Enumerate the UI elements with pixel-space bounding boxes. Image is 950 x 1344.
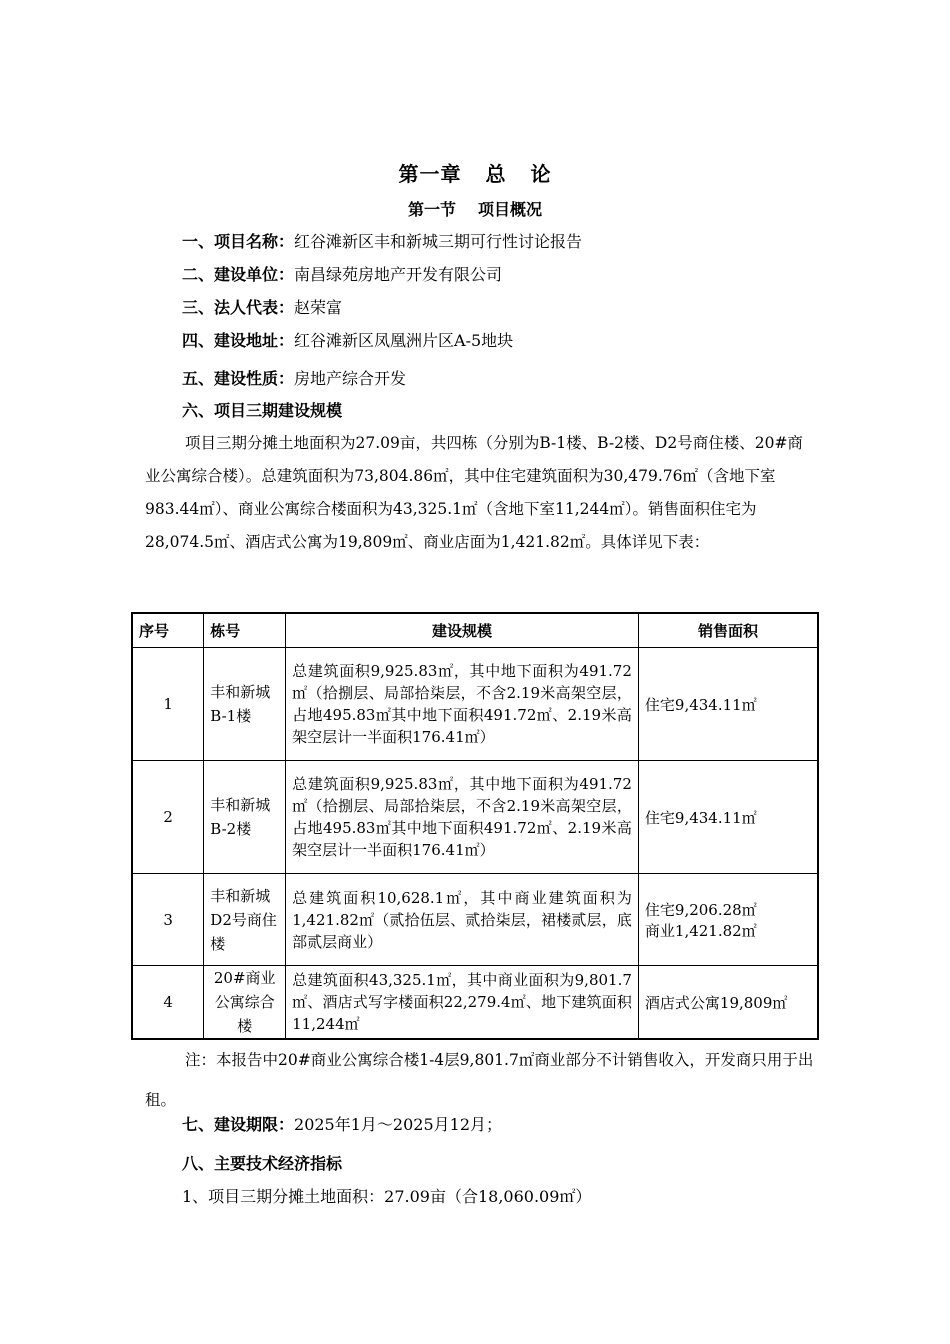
sales-line: 商业1,421.82㎡ (644, 921, 757, 940)
header-no: 序号 (132, 613, 204, 648)
cell-scale: 总建筑面积10,628.1㎡，其中商业建筑面积为1,421.82㎡（贰拾伍层、贰拾柒层，裙楼贰层，底部贰层商业） (286, 874, 639, 966)
item-label: 二、建设单位： (182, 265, 295, 284)
chapter-title (0, 158, 950, 187)
item-label: 七、建设期限： (182, 1115, 295, 1134)
table-row (132, 648, 818, 761)
cell-no: 2 (132, 761, 204, 874)
header-building: 栋号 (204, 613, 286, 648)
scale-heading (182, 398, 342, 421)
table-row (132, 966, 818, 1040)
cell-building: 丰和新城 B-2楼 (204, 761, 286, 874)
item-legal-rep (182, 295, 342, 318)
section-number: 第一节 (407, 200, 456, 219)
construction-table (131, 612, 819, 1040)
item-project-name (182, 229, 582, 252)
header-sales: 销售面积 (638, 613, 818, 648)
indicators-heading (182, 1151, 342, 1174)
header-scale: 建设规模 (286, 613, 639, 648)
item-value: 赵荣富 (294, 298, 343, 317)
indicator-1 (182, 1184, 591, 1207)
scale-paragraph-text: 项目三期分摊土地面积为27.09亩，共四栋（分别为B-1楼、B-2楼、D2号商住楼、20#商业公寓综合楼）。总建筑面积为73,804.86㎡，其中住宅建筑面积为30,479.76㎡（含地下室983.44㎡）、商业公寓综合楼面积为43,325.1㎡（含地下室11,244㎡）。销售面积住宅为28,074.5㎡、酒店式公寓为19,809㎡、商业店面为1,421.82㎡。具体详见下表： (145, 434, 803, 551)
indicator-1-text: 1、项目三期分摊土地面积：27.09亩（合18,060.09㎡） (182, 1187, 592, 1206)
item-label: 三、法人代表： (182, 298, 295, 317)
item-label: 四、建设地址： (182, 331, 295, 350)
indicators-heading-text: 八、主要技术经济指标 (182, 1154, 343, 1173)
sales-line: 住宅9,206.28㎡ (644, 900, 757, 919)
cell-scale: 总建筑面积9,925.83㎡，其中地下面积为491.72㎡（拾捌层、局部拾柒层，不含2.19米高架空层，占地495.83㎡其中地下面积491.72㎡、2.19米高架空层计一半面积176.41㎡） (286, 648, 639, 761)
table-header-row (132, 613, 818, 648)
cell-building: 丰和新城 D2号商住楼 (204, 874, 286, 966)
item-builder (182, 262, 502, 285)
item-address (182, 328, 513, 351)
section-name: 项目概况 (478, 200, 543, 219)
cell-scale: 总建筑面积43,325.1㎡，其中商业面积为9,801.7㎡、酒店式写字楼面积22,279.4㎡、地下建筑面积11,244㎡ (286, 966, 639, 1040)
item-label: 一、项目名称： (182, 232, 295, 251)
cell-sales (638, 648, 818, 761)
item-value: 红谷滩新区凤凰洲片区A-5地块 (294, 331, 514, 350)
scale-paragraph (145, 427, 817, 559)
item-label: 五、建设性质： (182, 369, 295, 388)
chapter-number: 第一章 (398, 162, 462, 186)
sales-line: 住宅9,434.11㎡ (644, 808, 757, 827)
table-note (145, 1040, 817, 1120)
chapter-word-2: 论 (530, 162, 552, 186)
scale-heading-text: 六、项目三期建设规模 (182, 401, 343, 420)
item-value: 2025年1月～2025月12月； (294, 1115, 502, 1134)
item-value: 房地产综合开发 (294, 369, 407, 388)
cell-building: 丰和新城 B-1楼 (204, 648, 286, 761)
cell-building: 20#商业公寓综合楼 (204, 966, 286, 1040)
item-value: 红谷滩新区丰和新城三期可行性讨论报告 (294, 232, 583, 251)
table-row (132, 874, 818, 966)
chapter-word-1: 总 (485, 162, 507, 186)
cell-sales (638, 761, 818, 874)
cell-sales (638, 874, 818, 966)
item-nature (182, 366, 406, 389)
sales-line: 住宅9,434.11㎡ (644, 695, 757, 714)
cell-no: 4 (132, 966, 204, 1040)
section-title (0, 197, 950, 220)
cell-scale: 总建筑面积9,925.83㎡，其中地下面积为491.72㎡（拾捌层、局部拾柒层，不含2.19米高架空层，占地495.83㎡其中地下面积491.72㎡、2.19米高架空层计一半面积176.41㎡） (286, 761, 639, 874)
item-value: 南昌绿苑房地产开发有限公司 (294, 265, 503, 284)
cell-no: 3 (132, 874, 204, 966)
cell-no: 1 (132, 648, 204, 761)
cell-sales (638, 966, 818, 1040)
table-note-text: 注：本报告中20#商业公寓综合楼1-4层9,801.7㎡商业部分不计销售收入，开发商只用于出租。 (145, 1051, 814, 1109)
sales-line: 酒店式公寓19,809㎡ (644, 993, 788, 1012)
table-row (132, 761, 818, 874)
item-period (182, 1112, 502, 1135)
